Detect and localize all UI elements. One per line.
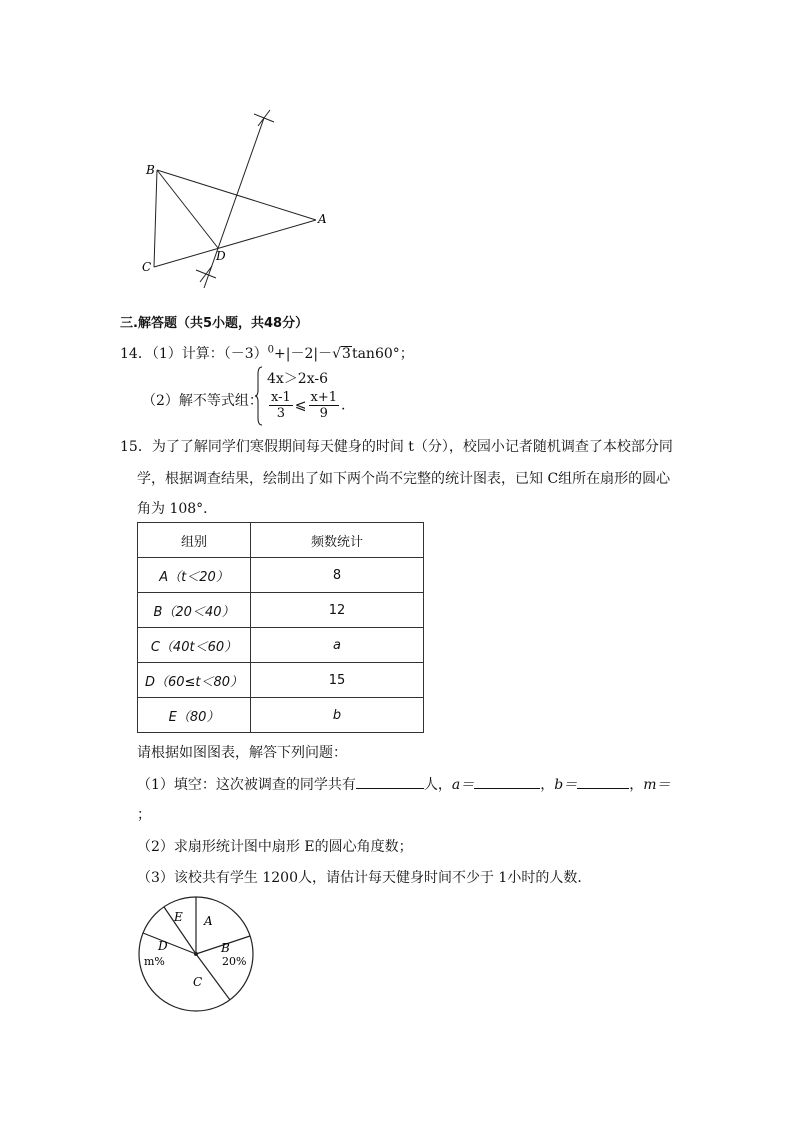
table-row bbox=[138, 663, 424, 698]
section-heading: 三.解答题（共5小题，共48分） bbox=[120, 316, 309, 331]
answer-blank-b[interactable] bbox=[577, 774, 629, 789]
table-cell-group: C（40t＜60） bbox=[138, 628, 251, 663]
q15-part3: （3）该校共有学生 1200人，请估计每天健身时间不少于 1小时的人数． bbox=[137, 870, 592, 886]
brace-icon bbox=[255, 366, 263, 426]
table-row bbox=[138, 593, 424, 628]
inequality-symbol: ⩽ bbox=[294, 397, 307, 414]
segment-BD bbox=[157, 170, 218, 248]
table-cell-group: B（20＜40） bbox=[138, 593, 251, 628]
q15-part1-m-label: m＝ bbox=[643, 777, 671, 793]
table-cell-group: E（80） bbox=[138, 698, 251, 733]
point-label-C: C bbox=[142, 260, 152, 274]
q15-part1-text: （1）填空：这次被调查的同学共有 bbox=[137, 777, 356, 793]
table-header-count: 频数统计 bbox=[251, 523, 424, 558]
pie-chart bbox=[136, 894, 258, 1014]
inequality-end: . bbox=[341, 397, 346, 414]
table-cell-count: 12 bbox=[251, 593, 424, 628]
pie-divider-D bbox=[143, 933, 196, 954]
q15-part1-b-label: b＝ bbox=[554, 777, 578, 793]
q14-part1-root: 3 bbox=[342, 346, 351, 362]
table-row bbox=[138, 698, 424, 733]
sqrt-icon: √ bbox=[332, 346, 342, 362]
point-label-B: B bbox=[146, 163, 155, 177]
table-cell-count: a bbox=[251, 628, 424, 663]
table-row bbox=[138, 558, 424, 593]
table-header-group: 组别 bbox=[138, 523, 251, 558]
frequency-table bbox=[137, 522, 424, 733]
answer-blank-total[interactable] bbox=[356, 774, 424, 789]
fraction-left: $\frac{x-1}{3}$ bbox=[271, 390, 291, 421]
table-cell-count: 15 bbox=[251, 663, 424, 698]
q15-line3: 角为 108°． bbox=[137, 501, 218, 517]
table-cell-group: A（t＜20） bbox=[138, 558, 251, 593]
point-label-D: D bbox=[216, 249, 226, 263]
arc-mark-top-2 bbox=[258, 110, 270, 126]
point-label-A: A bbox=[318, 212, 327, 226]
q15-part1-sep2: ， bbox=[629, 777, 644, 793]
q15-instruction: 请根据如图图表，解答下列问题： bbox=[137, 745, 347, 761]
q15-part1-sep1: ， bbox=[540, 777, 555, 793]
q14-part1-prefix: （1）计算：（－3） bbox=[151, 346, 268, 362]
fraction-right: $\frac{x+1}{9}$ bbox=[310, 390, 338, 421]
q15-part1-a-label: a＝ bbox=[451, 777, 475, 793]
pie-center bbox=[194, 952, 198, 956]
table-cell-count: b bbox=[251, 698, 424, 733]
table-cell-count: 8 bbox=[251, 558, 424, 593]
q15-line1 bbox=[120, 436, 673, 456]
q15-part1-end: ； bbox=[137, 807, 151, 823]
arc-mark-bottom-2 bbox=[200, 266, 212, 282]
pie-label-D: D bbox=[158, 939, 168, 953]
q14-number: 14． bbox=[120, 346, 152, 362]
q14-part2-prefix: （2）解不等式组： bbox=[142, 393, 263, 409]
q14-part1-mid: +|－2|－ bbox=[274, 346, 333, 362]
pie-label-D-percent: m% bbox=[144, 955, 165, 968]
perpendicular-bisector bbox=[204, 118, 264, 288]
pie-label-B: B bbox=[221, 941, 230, 955]
table-cell-group: D（60≤t＜80） bbox=[138, 663, 251, 698]
pie-label-B-percent: 20% bbox=[222, 955, 247, 968]
q15-line1-text: 为了了解同学们寒假期间每天健身的时间 t（分），校园小记者随机调查了本校部分同 bbox=[151, 439, 673, 455]
inequality-system bbox=[255, 366, 365, 428]
table-row bbox=[138, 628, 424, 663]
q15-part1-unit: 人， bbox=[423, 777, 452, 793]
answer-blank-a[interactable] bbox=[474, 774, 540, 789]
pie-label-A: A bbox=[204, 914, 213, 928]
geometry-figure bbox=[130, 100, 350, 300]
q15-line2: 学，根据调查结果，绘制出了如下两个尚不完整的统计图表，已知 C组所在扇形的圆心 bbox=[137, 471, 671, 487]
segment-CA bbox=[154, 220, 316, 267]
q15-part1 bbox=[137, 774, 671, 794]
inequality-1: 4x＞2x-6 bbox=[267, 371, 328, 387]
pie-label-C: C bbox=[193, 975, 203, 989]
q15-part2: （2）求扇形统计图中扇形 E的圆心角度数； bbox=[137, 839, 413, 855]
q14-part1-exponent: 0 bbox=[267, 344, 275, 356]
q14-part1 bbox=[120, 343, 414, 363]
q15-number: 15． bbox=[120, 439, 152, 455]
pie-label-E: E bbox=[174, 910, 183, 924]
q14-part1-suffix: tan60°； bbox=[351, 346, 414, 362]
table-header-row bbox=[138, 523, 424, 558]
segment-BC bbox=[154, 170, 157, 267]
inequality-2 bbox=[267, 390, 345, 421]
